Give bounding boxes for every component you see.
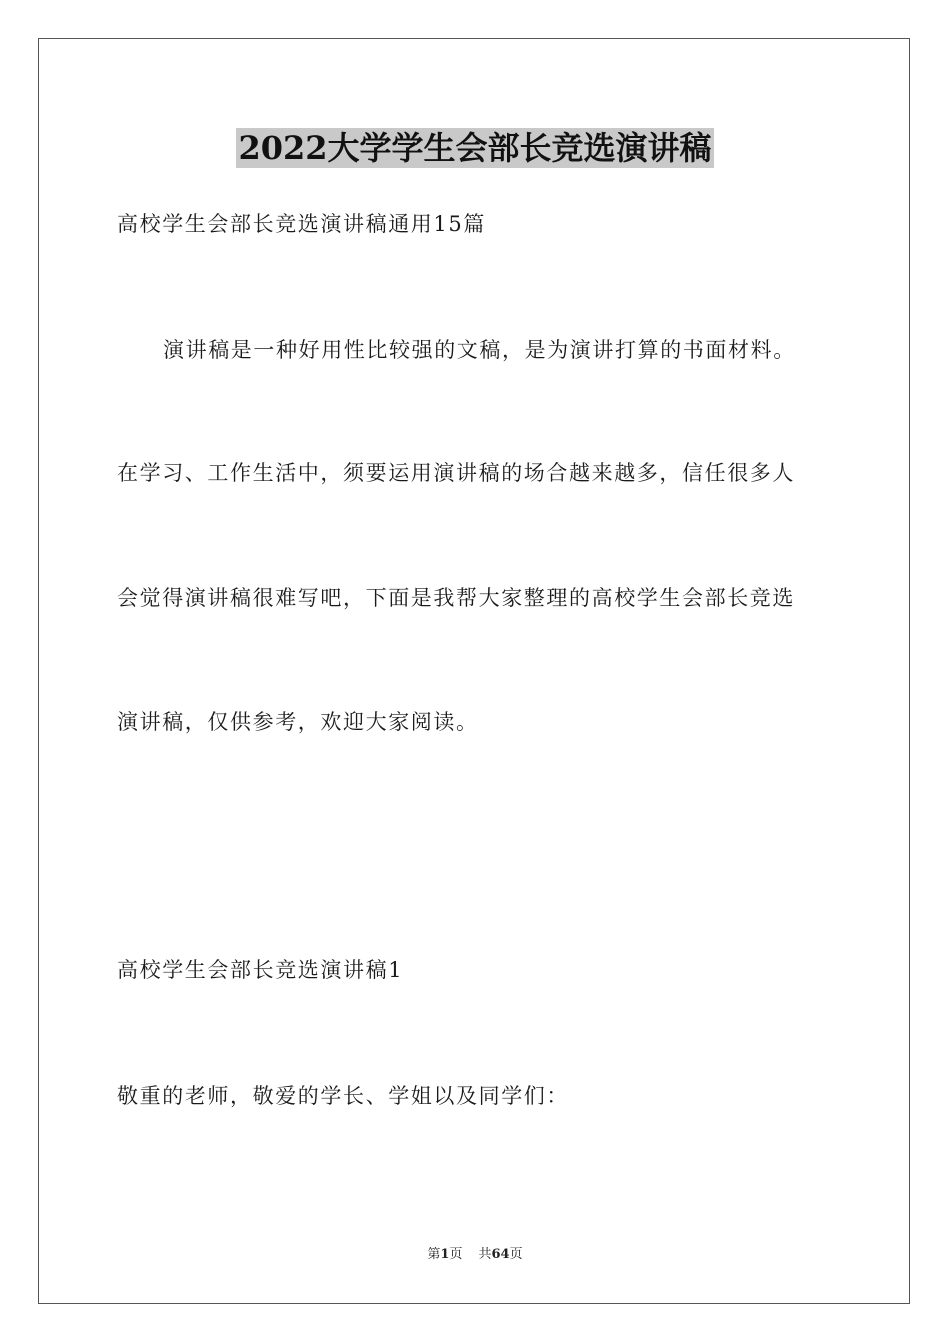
document-title: 2022大学学生会部长竞选演讲稿: [238, 129, 712, 167]
paragraph-line-3: 会觉得演讲稿很难写吧，下面是我帮大家整理的高校学生会部长竞选: [117, 586, 795, 610]
page-footer: [0, 1246, 950, 1264]
paragraph-line-2: 在学习、工作生活中，须要运用演讲稿的场合越来越多，信任很多人: [117, 461, 795, 485]
title-container: [0, 128, 950, 168]
document-subtitle: 高校学生会部长竞选演讲稿通用15篇: [117, 212, 486, 236]
paragraph-line-1: 演讲稿是一种好用性比较强的文稿，是为演讲打算的书面材料。: [163, 338, 796, 362]
footer-page-number: 1: [440, 1247, 450, 1262]
salutation: 敬重的老师，敬爱的学长、学姐以及同学们：: [117, 1084, 569, 1108]
paragraph-line-4: 演讲稿，仅供参考，欢迎大家阅读。: [117, 710, 479, 734]
section-heading: 高校学生会部长竞选演讲稿1: [117, 958, 404, 982]
footer-total-prefix: 共: [478, 1247, 492, 1262]
footer-page-prefix: 第: [427, 1247, 441, 1262]
footer-total-pages: 64: [491, 1247, 510, 1262]
footer-page-unit: 页: [449, 1247, 463, 1262]
footer-total-unit: 页: [509, 1247, 523, 1262]
